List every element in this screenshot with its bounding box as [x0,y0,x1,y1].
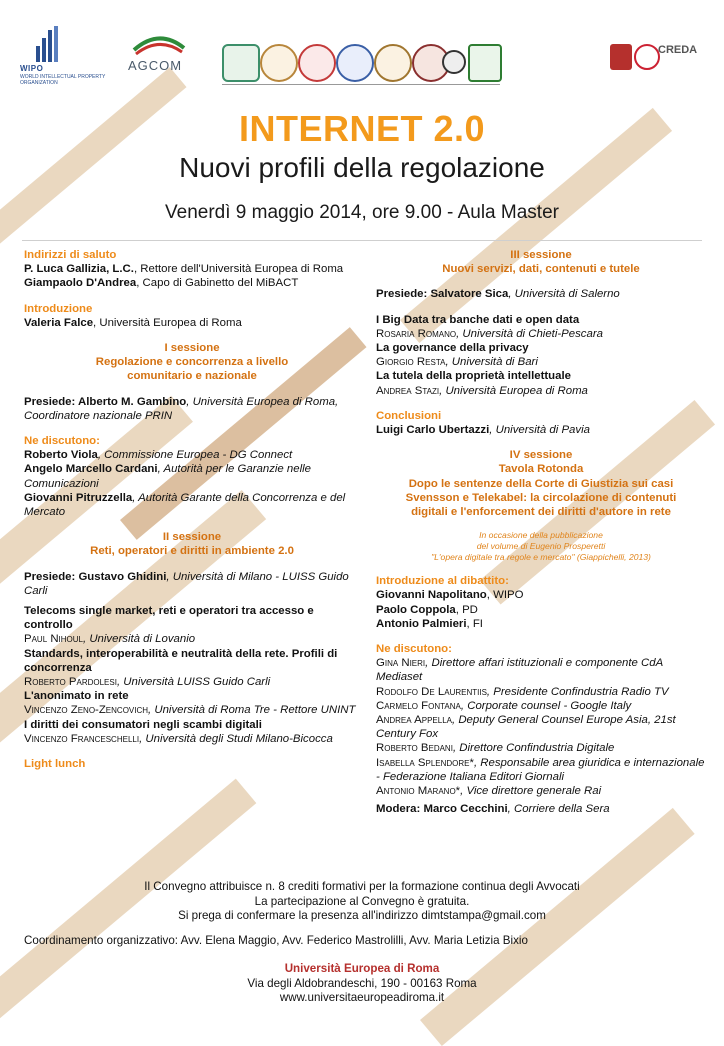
session-3-chair: Presiede: Salvatore Sica, Università di Salerno [376,288,620,301]
background-stripe [420,808,695,1046]
lunch-label: Light lunch [24,758,86,771]
panelist: Roberto Bedani, Direttore Confindustria Digitale [376,742,615,755]
partner-seal-icon [260,44,298,82]
saluti-heading: Indirizzi di saluto [24,249,117,261]
creda-ring-icon [634,44,660,70]
debate-speaker: Giovanni Napolitano, WIPO [376,589,524,602]
panelist: Isabella Splendore*, Responsabile area giuridica e internazionale - Federazione Italiana Editori Giornali [376,756,705,783]
header-divider [22,240,702,241]
intro-item: Valeria Falce, Università Europea di Roma [24,316,242,329]
book-note: "L'opera digitale tra regole e mercato" (Giappichelli, 2013) [431,552,651,563]
conclusions-speaker: Luigi Carlo Ubertazzi, Università di Pavia [376,424,590,437]
saluti-item: P. Luca Gallizia, L.C., Rettore dell'Università Europea di Roma [24,263,344,276]
session-1-chair: Presiede: Alberto M. Gambino, Università Europea di Roma, Coordinatore nazionale PRIN [24,395,339,422]
talk-speaker: Vincenzo Franceschelli, Università degli Studi Milano-Bicocca [24,732,333,745]
talk-topic: Telecoms single market, reti e operatori tra accesso e controllo [24,605,314,632]
page-subtitle: Nuovi profili della regolazione [179,152,545,183]
panelist: Roberto Viola, Commissione Europea - DG Connect [24,449,293,462]
wipo-mark-icon [34,26,62,64]
talk-speaker: Andrea Stazi, Università Europea di Roma [376,384,588,397]
partner-seal-icon [336,44,374,82]
debate-speaker: Paolo Coppola, PD [376,603,478,616]
book-note: del volume di Eugenio Prosperetti [476,541,606,552]
wipo-logo [20,26,110,92]
session-1-panel-heading: Ne discutono: [24,435,100,448]
program-right-column [376,248,706,817]
partner-seals [222,40,500,86]
partner-seal-icon [468,44,502,82]
header-logos [20,22,704,92]
session-4-subheading: Tavola Rotonda [498,463,584,476]
session-1-title: Regolazione e concorrenza a livello comunitario e nazionale [95,356,289,383]
free-admission-note: La partecipazione al Convegno è gratuita. [254,894,470,908]
session-3-heading: III sessione [510,249,572,261]
panelist: Rodolfo De Laurentiis, Presidente Confindustria Radio TV [376,685,669,698]
talk-topic: I diritti dei consumatori negli scambi digitali [24,718,262,731]
intro-heading: Introduzione [24,302,93,315]
moderator: Modera: Marco Cecchini, Corriere della Sera [376,803,610,816]
session-2-chair: Presiede: Gustavo Ghidini, Università di Milano - LUISS Guido Carli [24,570,349,597]
talk-topic: I Big Data tra banche dati e open data [376,313,580,326]
panelist: Andrea Appella, Deputy General Counsel Europe Asia, 21st Century Fox [376,714,676,741]
coordination-note: Coordinamento organizzativo: Avv. Elena Maggio, Avv. Federico Mastrolilli, Avv. Maria Letizia Bixio [24,934,528,947]
seals-underline [222,84,500,85]
debate-speaker: Antonio Palmieri, FI [376,617,483,630]
session-1-heading: I sessione [164,342,220,355]
venue-info [24,962,700,1006]
venue-website[interactable]: www.universitaeuropeadiroma.it [279,991,445,1004]
venue-university: Università Europea di Roma [284,962,440,975]
panelist: Carmelo Fontana, Corporate counsel - Google Italy [376,699,632,712]
panelist: Gina Nieri, Direttore affari istituzionali e componente CdA Mediaset [376,657,663,684]
rsvp-note: Si prega di confermare la presenza all'indirizzo dimtstampa@gmail.com [178,909,546,922]
session-4-title: Dopo le sentenze della Corte di Giustizia sui casi Svensson e Telekabel: la circolazione di contenuti digitali e l'enforcement dei diritti d'autore in rete [405,477,677,519]
session-4-heading: IV sessione [509,449,573,462]
panelist: Antonio Marano*, Vice direttore generale Rai [376,785,602,798]
panelist: Giovanni Pitruzzella, Autorità Garante della Concorrenza e del Mercato [24,491,346,519]
partner-seal-icon [442,50,466,74]
event-dateline: Venerdì 9 maggio 2014, ore 9.00 - Aula Master [165,202,559,223]
panelist: Angelo Marcello Cardani, Autorità per le Garanzie nelle Comunicazioni [24,463,311,490]
talk-speaker: Rosaria Romano, Università di Chieti-Pescara [376,327,603,340]
partner-seal-icon [298,44,336,82]
partner-seal-icon [374,44,412,82]
wipo-full-name: WORLD INTELLECTUAL PROPERTY ORGANIZATION [20,74,106,86]
creda-emblem-icon [610,44,632,70]
session-4-panel-heading: Ne discutono: [376,643,452,656]
program-left-column [24,248,360,771]
book-note: In occasione della pubblicazione [479,530,603,541]
venue-address: Via degli Aldobrandeschi, 190 - 00163 Roma [247,976,477,990]
footer-info [24,880,700,924]
agcom-swoosh-icon [130,34,188,56]
page-title: INTERNET 2.0 [238,108,486,149]
agcom-logo [124,34,194,84]
talk-topic: La governance della privacy [376,342,529,355]
talk-topic: Standards, interoperabilità e neutralità della rete. Profili di concorrenza [24,647,338,674]
session-2-heading: II sessione [162,531,222,544]
debate-intro-heading: Introduzione al dibattito: [376,575,509,588]
session-2-title: Reti, operatori e diritti in ambiente 2.0 [90,545,294,558]
partner-seal-icon [222,44,260,82]
creda-logo [610,42,704,72]
agcom-name: AGCOM [128,58,183,73]
credits-note: Il Convegno attribuisce n. 8 crediti formativi per la formazione continua degli Avvocati [144,880,580,893]
wipo-name: WIPO [20,64,44,73]
talk-speaker: Paul Nihoul, Università di Lovanio [24,633,196,646]
talk-speaker: Roberto Pardolesi, Università LUISS Guido Carli [24,676,271,689]
talk-topic: L'anonimato in rete [24,690,129,703]
saluti-item: Giampaolo D'Andrea, Capo di Gabinetto del MiBACT [24,277,299,290]
creda-name: CREDA [658,44,698,56]
talk-speaker: Giorgio Resta, Università di Bari [376,356,538,369]
session-3-title: Nuovi servizi, dati, contenuti e tutele [442,263,640,276]
conclusions-heading: Conclusioni [376,409,442,422]
talk-topic: La tutela della proprietà intellettuale [376,370,571,383]
talk-speaker: Vincenzo Zeno-Zencovich, Università di Roma Tre - Rettore UNINT [24,704,356,717]
